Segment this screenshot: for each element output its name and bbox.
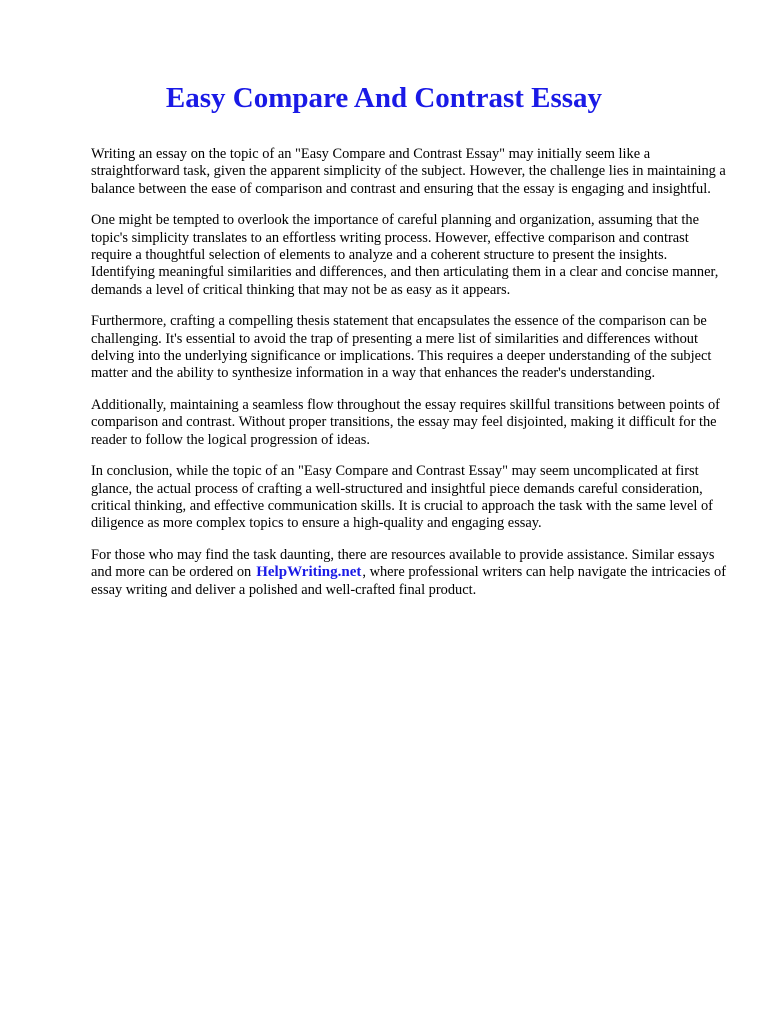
helpwriting-link[interactable]: HelpWriting.net — [256, 564, 362, 581]
paragraph-2: One might be tempted to overlook the importance of careful planning and organization, assuming that the topic's simplicity translates to an effortless writing process. However, effective comparison and contrast require a thoughtful selection of elements to analyze and a coherent structure to present the insights. Identifying meaningful similarities and differences, and then articulating them in a clear and concise manner, demands a level of critical thinking that may not be as easy as it appears. — [91, 212, 719, 298]
paragraph-4: Additionally, maintaining a seamless flow throughout the essay requires skillful transitions between points of comparison and contrast. Without proper transitions, the essay may feel disjointed, making it difficult for the reader to follow the logical progression of ideas. — [91, 396, 720, 448]
paragraph-1: Writing an essay on the topic of an "Easy Compare and Contrast Essay" may initially seem like a straightforward task, given the apparent simplicity of the subject. However, the challenge lies in maintaining a balance between the ease of comparison and contrast and ensuring that the essay is engaging and insightful. — [91, 146, 726, 197]
closing-text-after-link: , where professional writers can help navigate the intricacies of essay writing and deliver a polished and well-crafted final product. — [91, 564, 726, 598]
closing-paragraph — [91, 547, 731, 599]
paragraph-3: Furthermore, crafting a compelling thesis statement that encapsulates the essence of the comparison can be challenging. It's essential to avoid the trap of presenting a mere list of similarities and differences without delving into the underlying significance or implications. This requires a deeper understanding of the subject matter and the ability to synthesize information in a way that enhances the reader's understanding. — [91, 313, 712, 382]
document-body — [91, 146, 731, 613]
paragraph-5: In conclusion, while the topic of an "Easy Compare and Contrast Essay" may seem uncomplicated at first glance, the actual process of crafting a well-structured and insightful piece demands careful consideration, critical thinking, and effective communication skills. It is crucial to approach the task with the same level of diligence as more complex topics to ensure a high-quality and engaging essay. — [91, 463, 713, 532]
closing-text-before-link: For those who may find the task daunting, there are resources available to provide assistance. Similar essays and more can be ordered on — [91, 546, 715, 581]
document-title: Easy Compare And Contrast Essay — [165, 82, 603, 114]
